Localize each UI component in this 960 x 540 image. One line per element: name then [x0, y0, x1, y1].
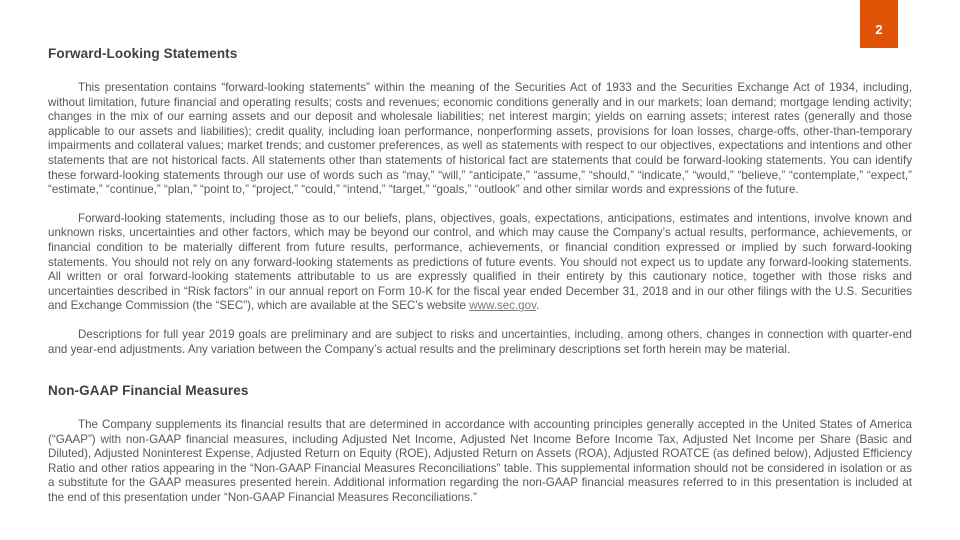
section-title-forward-looking-statements: Forward-Looking Statements — [48, 46, 238, 61]
slide-content — [48, 46, 912, 520]
forward-looking-paragraph-2 — [48, 212, 912, 314]
forward-looking-paragraph-2-period: . — [536, 299, 540, 313]
forward-looking-paragraph-3: Descriptions for full year 2019 goals are preliminary and are subject to risks and uncertainties, including, among others, changes in connection with quarter-end and year-end adjustments. Any variation between the Company’s actual results and the preliminary descriptions set forth herein may be material. — [48, 327, 912, 356]
forward-looking-paragraph-2-text: Forward-looking statements, including those as to our beliefs, plans, objectives, goals, expectations, anticipations, estimates and intentions, involve known and unknown risks, uncertainties and other factors, which may be beyond our control, and which may cause the Company’s actual results, performance, achievements, or financial condition to be materially different from future results, performance, achievements, or financial condition expressed or implied by such forward-looking statements. You should not rely on any forward-looking statements as predictions of future events. You should not expect us to update any forward-looking statements. All written or oral forward-looking statements attributable to us are expressly qualified in their entirety by this cautionary notice, together with those risks and uncertainties described in “Risk factors” in our annual report on Form 10-K for the fiscal year ended December 31, 2018 and in our other filings with the U.S. Securities and Exchange Commission (the “SEC”), which are available at the SEC’s website — [48, 211, 912, 313]
slide-number-badge — [860, 0, 898, 48]
slide-number: 2 — [875, 21, 883, 37]
sec-website-link[interactable]: www.sec.gov — [469, 299, 537, 313]
forward-looking-paragraph-1: This presentation contains “forward-looking statements” within the meaning of the Securities Act of 1933 and the Securities Exchange Act of 1934, including, without limitation, future financial and operating results; costs and revenues; economic conditions generally and in our markets; loan demand; mortgage lending activity; changes in the mix of our earning assets and our deposit and wholesale liabilities; net interest margin; yields on earning assets; interest rates (generally and those applicable to our assets and liabilities); credit quality, including loan performance, nonperforming assets, provisions for loan losses, charge-offs, other-than-temporary impairments and collateral values; market trends; and customer preferences, as well as statements with respect to our objectives, expectations and intentions and other statements that are not historical facts. All statements other than statements of historical fact are statements that could be forward-looking statements. You can identify these forward-looking statements through our use of words such as “may,” “will,” “anticipate,” “assume,” “should,” “indicate,” “would,” “believe,” “contemplate,” “expect,” “estimate,” “continue,” “plan,” “point to,” “project,” “could,” “intend,” “target,” “goals,” “outlook” and other similar words and expressions of the future. — [48, 81, 912, 197]
non-gaap-paragraph-1: The Company supplements its financial results that are determined in accordance with accounting principles generally accepted in the United States of America (“GAAP”) with non-GAAP financial measures, including Adjusted Net Income, Adjusted Net Income Before Income Tax, Adjusted Net Income per Share (Basic and Diluted), Adjusted Noninterest Expense, Adjusted Return on Equity (ROE), Adjusted Return on Assets (ROA), Adjusted ROATCE (as defined below), Adjusted Efficiency Ratio and other ratios appearing in the “Non-GAAP Financial Measures Reconciliations” table. This supplemental information should not be considered in isolation or as a substitute for the GAAP measures presented herein. Additional information regarding the non-GAAP financial measures referred to in this presentation is included at the end of this presentation under “Non-GAAP Financial Measures Reconciliations.” — [48, 418, 912, 505]
section-title-non-gaap-financial-measures: Non-GAAP Financial Measures — [48, 383, 249, 399]
